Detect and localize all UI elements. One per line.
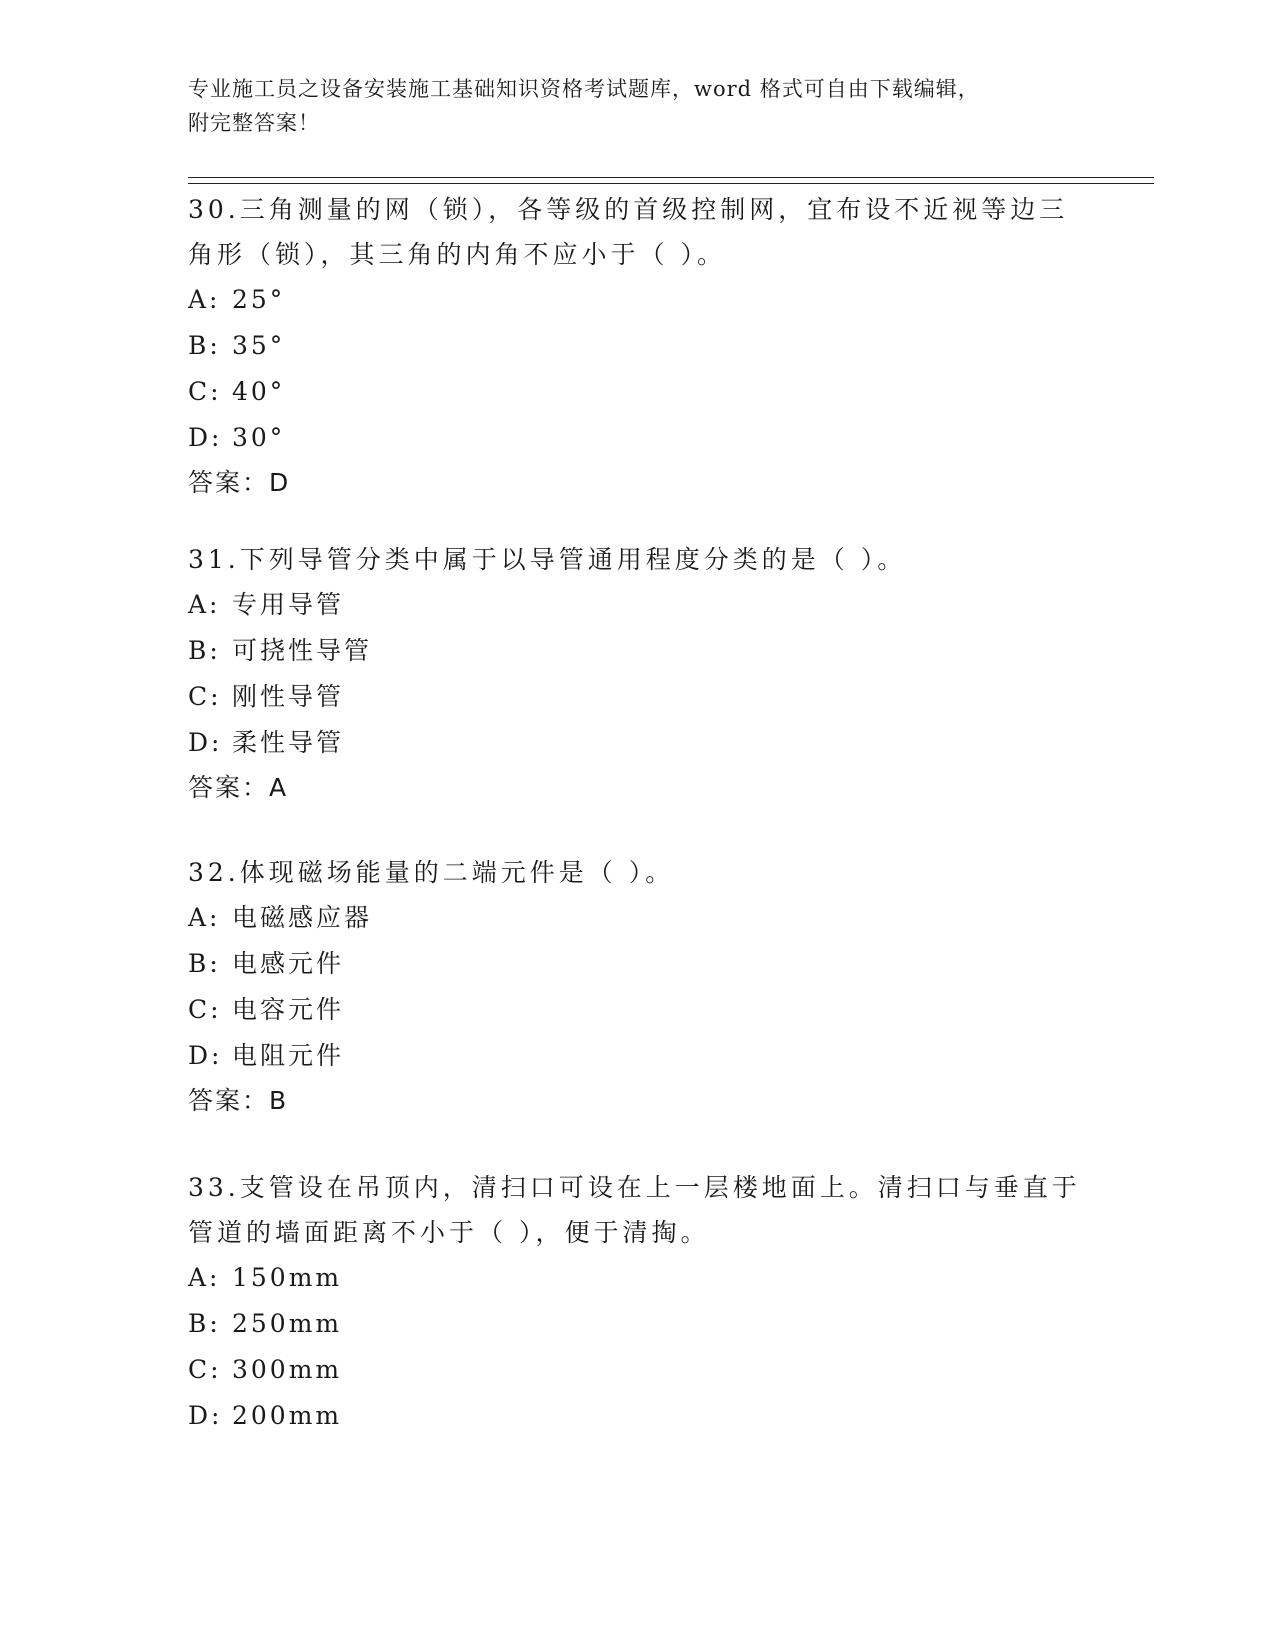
question-stem-line-1: 33.支管设在吊顶内，清扫口可设在上一层楼地面上。清扫口与垂直于 <box>188 1173 1081 1202</box>
option-b <box>188 1301 1148 1347</box>
option-b <box>188 941 1148 987</box>
option-c <box>188 369 1148 415</box>
option-c <box>188 987 1148 1033</box>
option-a <box>188 277 1148 323</box>
option-text: 300mm <box>232 1355 343 1384</box>
option-letter: B: <box>188 636 221 665</box>
document-header <box>188 72 1088 140</box>
option-letter: C: <box>188 1355 222 1384</box>
option-text: 200mm <box>232 1401 343 1430</box>
option-letter: D: <box>188 423 223 452</box>
question-30 <box>188 187 1148 505</box>
option-letter: B: <box>188 331 221 360</box>
option-a <box>188 1255 1148 1301</box>
option-letter: D: <box>188 1041 223 1070</box>
question-stem <box>188 1165 1148 1255</box>
question-32 <box>188 850 1148 1123</box>
option-d <box>188 415 1148 461</box>
question-stem-line-1: 30.三角测量的网（锁），各等级的首级控制网，宜布设不近视等边三 <box>188 195 1069 224</box>
option-text: 柔性导管 <box>232 728 345 757</box>
question-stem-line-2: 管道的墙面距离不小于（ ），便于清掏。 <box>188 1218 710 1247</box>
option-text: 150mm <box>232 1263 343 1292</box>
option-text: 35° <box>232 331 286 360</box>
header-divider-top <box>188 177 1154 178</box>
option-letter: C: <box>188 995 222 1024</box>
question-stem-line-1: 32.体现磁场能量的二端元件是（ ）。 <box>188 858 675 887</box>
option-text: 电磁感应器 <box>232 903 373 932</box>
option-text: 30° <box>232 423 286 452</box>
header-line-2: 附完整答案！ <box>188 111 320 135</box>
option-d <box>188 720 1148 766</box>
option-letter: C: <box>188 377 222 406</box>
option-c <box>188 1347 1148 1393</box>
option-letter: C: <box>188 682 222 711</box>
option-c <box>188 674 1148 720</box>
option-text: 25° <box>232 285 286 314</box>
option-text: 40° <box>232 377 286 406</box>
question-stem-line-1: 31.下列导管分类中属于以导管通用程度分类的是（ ）。 <box>188 545 907 574</box>
question-stem <box>188 187 1148 277</box>
question-33 <box>188 1165 1148 1439</box>
option-letter: D: <box>188 1401 223 1430</box>
option-letter: D: <box>188 728 223 757</box>
header-divider-bottom <box>188 183 1154 184</box>
question-stem <box>188 537 1148 582</box>
header-line-1: 专业施工员之设备安装施工基础知识资格考试题库，word 格式可自由下载编辑， <box>188 77 980 101</box>
option-letter: A: <box>188 590 221 619</box>
option-a <box>188 895 1148 941</box>
option-text: 可挠性导管 <box>232 636 373 665</box>
option-letter: A: <box>188 285 221 314</box>
option-b <box>188 323 1148 369</box>
answer-line: 答案：B <box>188 1086 289 1115</box>
option-a <box>188 582 1148 628</box>
question-stem-line-2: 角形（锁），其三角的内角不应小于（ ）。 <box>188 240 726 269</box>
option-letter: A: <box>188 1263 221 1292</box>
option-d <box>188 1393 1148 1439</box>
option-text: 电感元件 <box>232 949 345 978</box>
option-letter: A: <box>188 903 221 932</box>
question-stem <box>188 850 1148 895</box>
option-d <box>188 1033 1148 1079</box>
answer-line: 答案：D <box>188 468 291 497</box>
option-text: 电容元件 <box>232 995 345 1024</box>
option-letter: B: <box>188 949 221 978</box>
option-text: 250mm <box>232 1309 343 1338</box>
option-letter: B: <box>188 1309 221 1338</box>
question-31 <box>188 537 1148 810</box>
option-b <box>188 628 1148 674</box>
option-text: 刚性导管 <box>232 682 345 711</box>
option-text: 专用导管 <box>232 590 345 619</box>
option-text: 电阻元件 <box>232 1041 345 1070</box>
answer-line: 答案：A <box>188 773 289 802</box>
